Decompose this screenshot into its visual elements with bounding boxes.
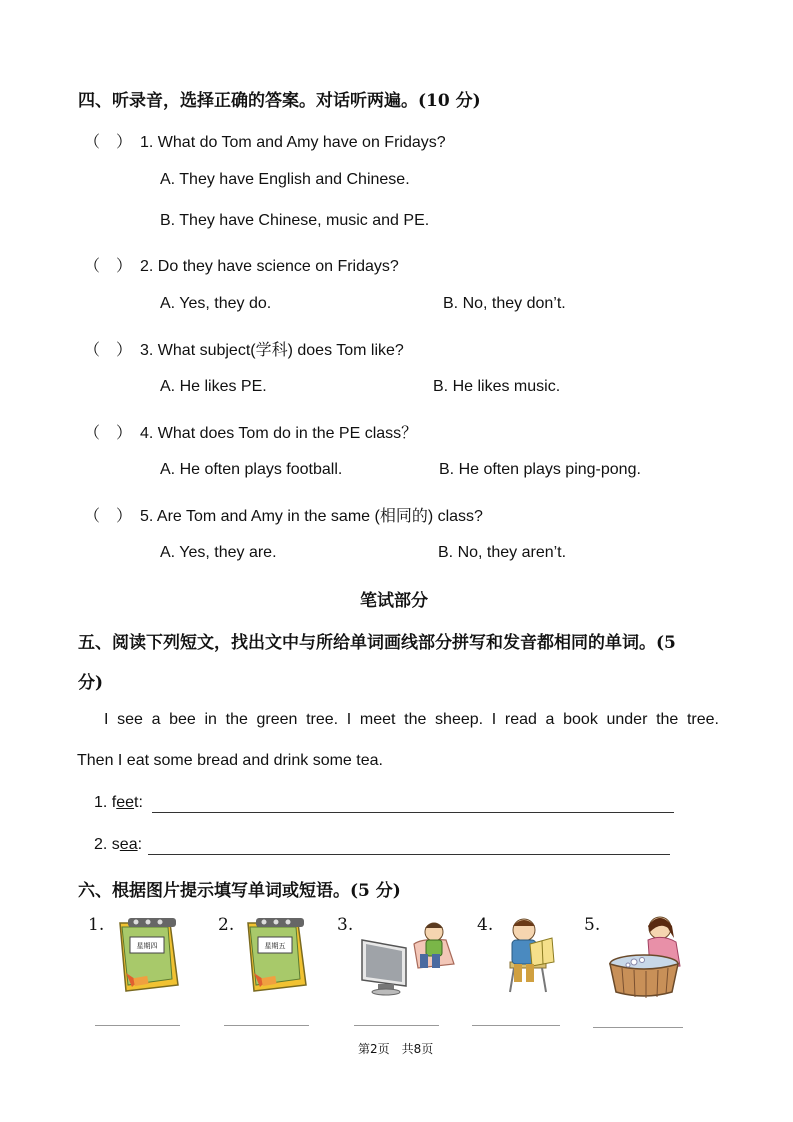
answer-paren[interactable]: （ ） xyxy=(84,425,133,442)
answer-paren[interactable]: （ ） xyxy=(84,342,133,359)
question-5 xyxy=(84,503,483,526)
section5-title-line1: 五、阅读下列短文，找出文中与所给单词画线部分拼写和发音都相同的单词。(5 xyxy=(78,633,676,653)
q1-option-a: A. They have English and Chinese. xyxy=(160,171,410,188)
question-text: 5. Are Tom and Amy in the same (相同的) class? xyxy=(140,508,483,525)
picture-2-answer-line[interactable] xyxy=(224,1025,309,1026)
section4-title: 四、听录音，选择正确的答案。对话听两遍。(10 分) xyxy=(78,91,481,111)
question-text: 1. What do Tom and Amy have on Fridays? xyxy=(140,134,446,151)
q1-option-b: B. They have Chinese, music and PE. xyxy=(160,212,430,229)
boy-reading-book-icon xyxy=(496,910,562,1000)
picture-4-number: 4. xyxy=(477,915,494,935)
question-text: 4. What does Tom do in the PE class？ xyxy=(140,425,418,442)
calendar-2-label: 星期五 xyxy=(264,942,286,950)
item-1-label: 1. feet: xyxy=(94,794,143,811)
picture-4-answer-line[interactable] xyxy=(472,1025,560,1026)
page-footer: 第2页 共8页 xyxy=(358,1042,434,1056)
girl-washing-clothes-icon xyxy=(604,908,696,1000)
question-text: 3. What subject(学科) does Tom like? xyxy=(140,342,404,359)
item-2-label: 2. sea: xyxy=(94,836,143,853)
calendar-friday-icon xyxy=(236,915,316,995)
calendar-thursday-icon xyxy=(108,915,188,995)
q4-option-a: A. He often plays football. xyxy=(160,461,343,478)
q5-option-a: A. Yes, they are. xyxy=(160,544,277,561)
q4-option-b: B. He often plays ping-pong. xyxy=(439,461,641,478)
section6-title: 六、根据图片提示填写单词或短语。(5 分) xyxy=(78,881,401,901)
item-2-answer-line[interactable] xyxy=(148,854,670,855)
question-4 xyxy=(84,420,417,443)
picture-1-number: 1. xyxy=(88,915,105,935)
q3-option-b: B. He likes music. xyxy=(433,378,561,395)
picture-5-number: 5. xyxy=(584,915,601,935)
picture-1-answer-line[interactable] xyxy=(95,1025,180,1026)
q2-option-a: A. Yes, they do. xyxy=(160,295,272,312)
picture-3-number: 3. xyxy=(337,915,354,935)
picture-3-answer-line[interactable] xyxy=(354,1025,439,1026)
q5-option-b: B. No, they aren’t. xyxy=(438,544,567,561)
picture-2-number: 2. xyxy=(218,915,235,935)
boy-watching-tv-icon xyxy=(356,910,460,1000)
question-1 xyxy=(84,129,446,152)
q2-option-b: B. No, they don’t. xyxy=(443,295,566,312)
answer-paren[interactable]: （ ） xyxy=(84,508,133,525)
passage-line1: I see a bee in the green tree. I meet the sheep. I read a book under the tree. xyxy=(104,711,719,728)
picture-5-answer-line[interactable] xyxy=(593,1027,683,1028)
answer-paren[interactable]: （ ） xyxy=(84,134,133,151)
q3-option-a: A. He likes PE. xyxy=(160,378,267,395)
question-2 xyxy=(84,253,399,276)
passage-line2: Then I eat some bread and drink some tea. xyxy=(77,752,383,769)
calendar-1-label: 星期四 xyxy=(136,942,158,950)
written-part-title: 笔试部分 xyxy=(360,591,428,611)
question-3 xyxy=(84,337,404,360)
answer-paren[interactable]: （ ） xyxy=(84,258,133,275)
item-1-answer-line[interactable] xyxy=(152,812,674,813)
question-text: 2. Do they have science on Fridays? xyxy=(140,258,399,275)
section5-title-line2: 分) xyxy=(78,673,104,693)
